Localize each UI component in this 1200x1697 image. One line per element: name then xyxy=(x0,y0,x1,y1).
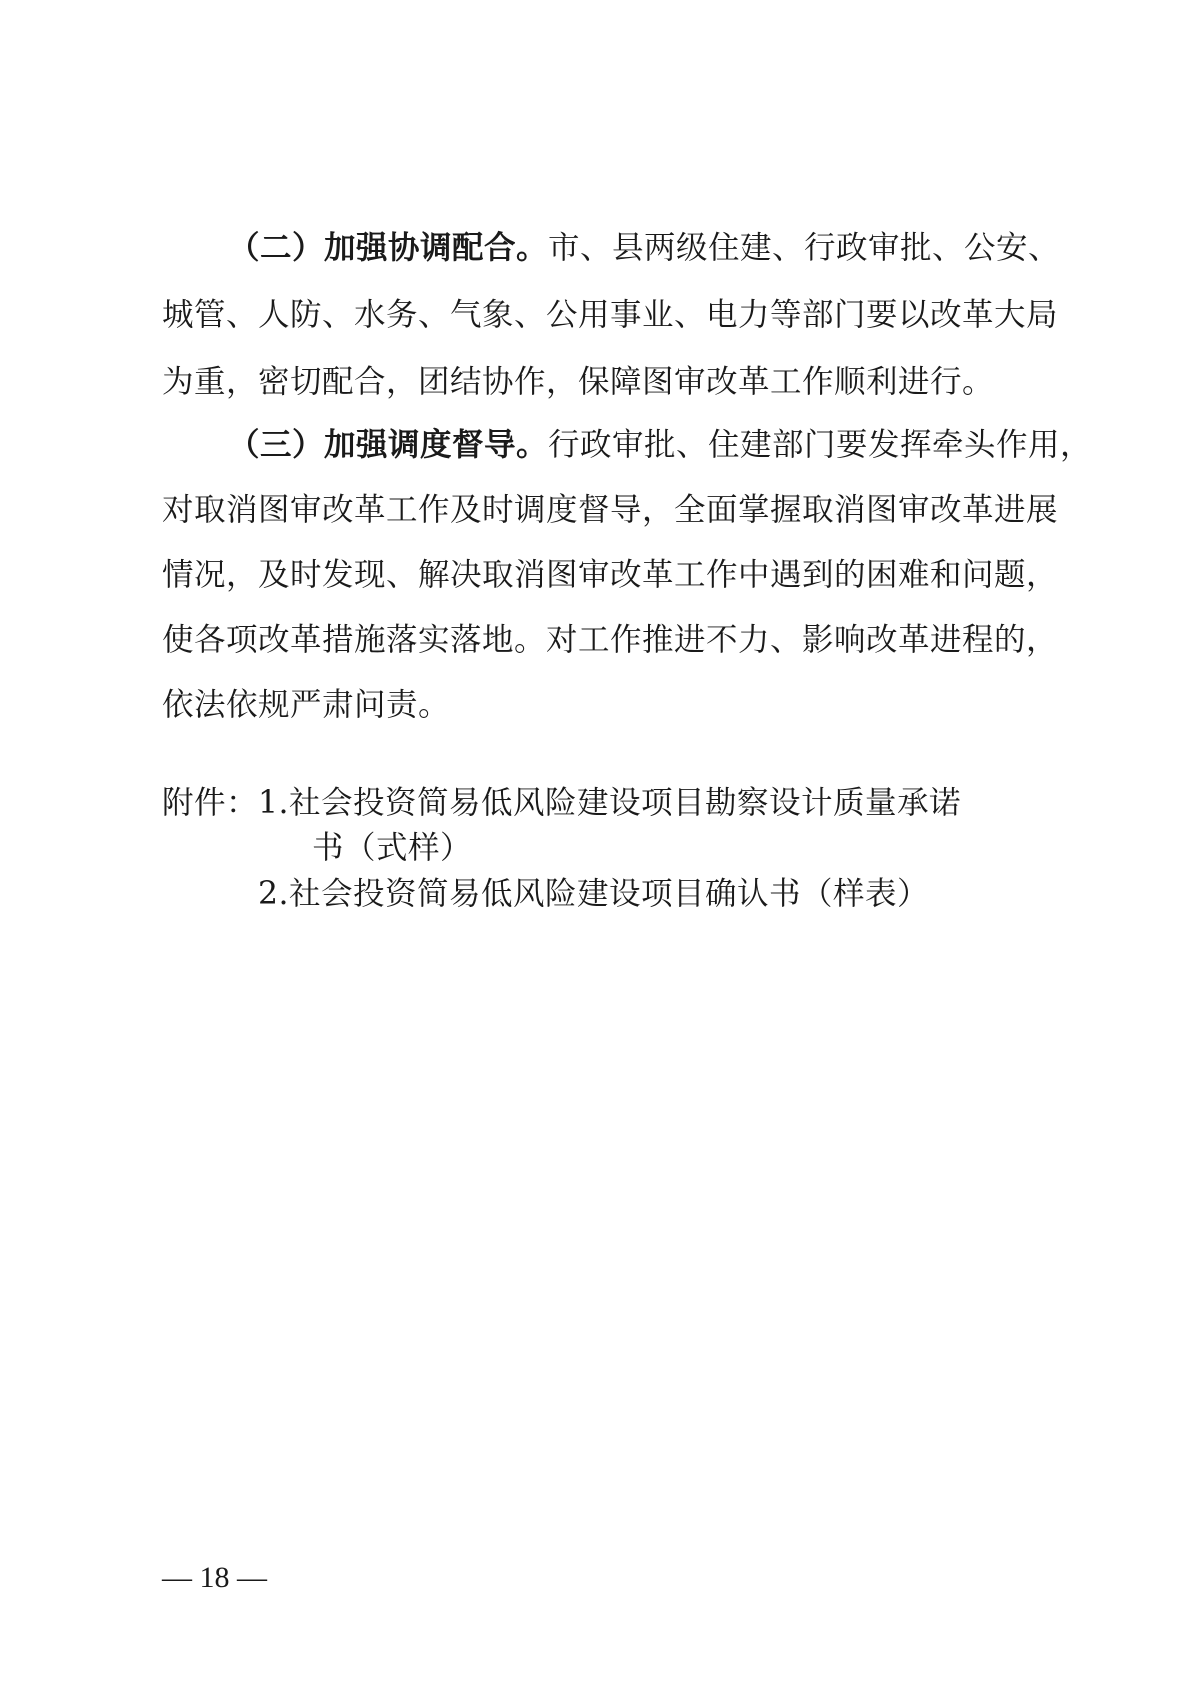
section-2-heading: （二）加强协调配合。 xyxy=(228,230,549,266)
attachment-item-1: 1.社会投资简易低风险建设项目勘察设计质量承诺 xyxy=(258,785,962,821)
attachment-item-1-continued: 书（式样） xyxy=(312,830,473,866)
section-2-first-line xyxy=(228,228,1060,268)
section-3-first-line xyxy=(228,425,1092,465)
attachment-item-2: 2.社会投资简易低风险建设项目确认书（样表） xyxy=(258,876,930,912)
section-3-text: 行政审批、住建部门要发挥牵头作用， xyxy=(548,427,1093,463)
section-3-line-4: 使各项改革措施落实落地。对工作推进不力、影响改革进程的， xyxy=(162,622,1059,658)
section-2-line-2: 城管、人防、水务、气象、公用事业、电力等部门要以改革大局 xyxy=(162,297,1059,333)
section-3-heading: （三）加强调度督导。 xyxy=(228,427,549,463)
page-number: — 18 — xyxy=(162,1561,267,1594)
section-3-line-5: 依法依规严肃问责。 xyxy=(162,687,451,723)
section-2-text: 市、县两级住建、行政审批、公安、 xyxy=(548,230,1061,266)
section-2-line-3: 为重，密切配合，团结协作，保障图审改革工作顺利进行。 xyxy=(162,364,995,400)
section-3-line-2: 对取消图审改革工作及时调度督导，全面掌握取消图审改革进展 xyxy=(162,492,1059,528)
section-3-line-3: 情况，及时发现、解决取消图审改革工作中遇到的困难和问题， xyxy=(162,557,1059,593)
attachments-label: 附件： xyxy=(162,785,259,821)
